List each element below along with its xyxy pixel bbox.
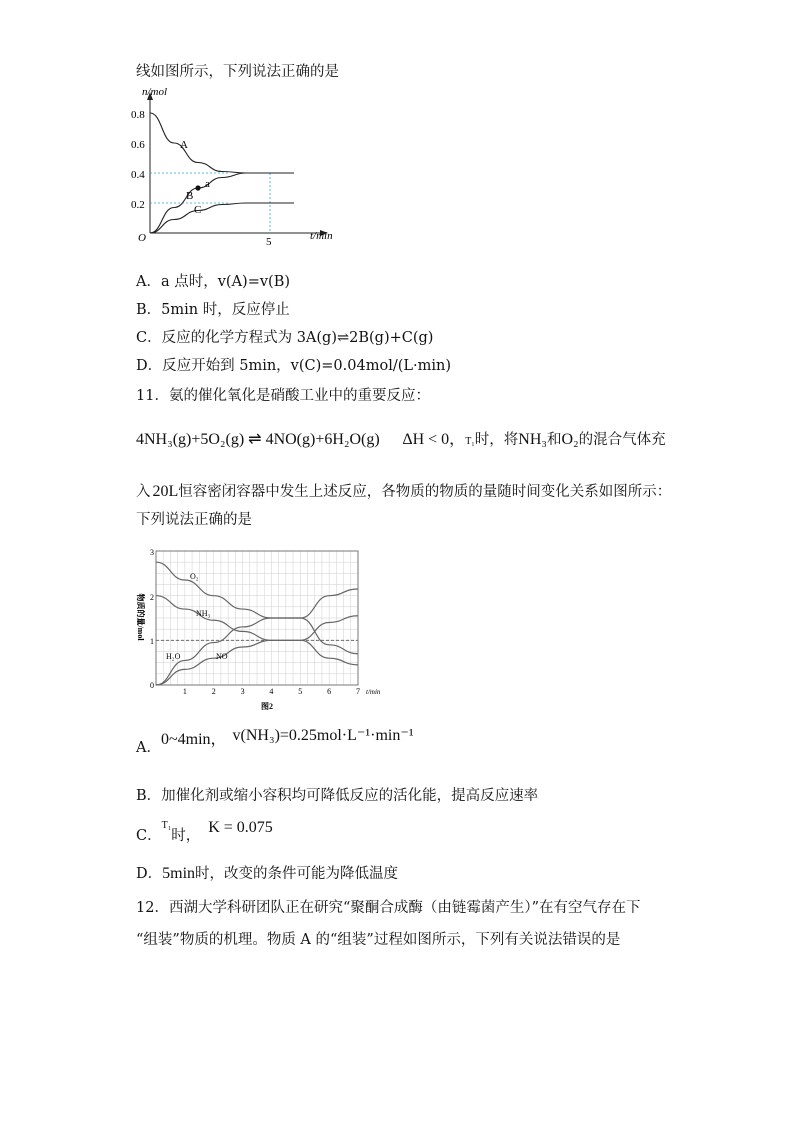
q11-option-c xyxy=(136,819,273,848)
chart-2-xtick-6: 6 xyxy=(327,687,332,696)
chart-2-label-nh3: NH₃ xyxy=(196,609,211,618)
chart-2 xyxy=(128,545,388,715)
q10-option-a: A．a 点时，v(A)=v(B) xyxy=(136,274,291,290)
chart-2-xtick-5: 5 xyxy=(298,687,303,696)
chart-1-origin: O xyxy=(138,232,146,244)
chart-1-xtick-5: 5 xyxy=(266,236,272,248)
question-11-line3: 下列说法正确的是 xyxy=(136,512,252,528)
chart-2-caption: 图2 xyxy=(261,702,273,711)
q10-option-b: B．5min 时，反应停止 xyxy=(136,302,290,318)
question-11-number: 11． xyxy=(136,388,169,404)
q11-option-a-label: A． xyxy=(136,740,161,756)
question-12-line1: 12．西湖大学科研团队正在研究“聚酮合成酶（由链霉菌产生）”在有空气存在下 xyxy=(136,900,641,916)
q10-option-d: D．反应开始到 5min，v(C)=0.04mol/(L·min) xyxy=(136,358,451,374)
question-11-line2 xyxy=(136,482,671,502)
chart-1-label-B: B xyxy=(186,190,194,202)
chart-2-xlabel: t/min xyxy=(366,688,381,696)
line2-text: 恒容密闭容器中发生上述反应，各物质的物质的量随时间变化关系如图所示： xyxy=(178,484,672,500)
q11-option-c-t1: T₁ xyxy=(161,820,172,831)
chart-2-xtick-3: 3 xyxy=(240,687,245,696)
question-12-line2: “组装”物质的机理。物质 A 的“组装”过程如图所示，下列有关说法错误的是 xyxy=(136,932,621,948)
chart-2-xtick-1: 1 xyxy=(182,687,187,696)
temperature-t1: T₁ xyxy=(465,436,475,447)
into-word: 入 xyxy=(136,484,151,500)
q11-option-c-label: C． xyxy=(136,828,162,844)
q11-option-a-rate: v(NH₃)=0.25mol·L⁻¹·min⁻¹ xyxy=(232,727,414,744)
chart-1-label-C: C xyxy=(194,204,202,216)
chart-2-xtick-4: 4 xyxy=(269,687,274,696)
chart-1-label-A: A xyxy=(180,139,188,151)
chart-1-ytick-0.4: 0.4 xyxy=(131,169,145,181)
q11-option-a-time: 0~4min， xyxy=(160,731,227,748)
chart-1-xlabel: t/min xyxy=(310,230,333,242)
reaction-equation: 4NH₃(g)+5O₂(g) ⇌ 4NO(g)+6H₂O(g) xyxy=(136,431,380,448)
time-word: 时，将 xyxy=(474,432,519,448)
enthalpy-sign: ΔH < 0， xyxy=(402,431,466,448)
chart-2-ytick-2: 2 xyxy=(150,593,154,602)
chart-1-ytick-0.2: 0.2 xyxy=(131,199,145,211)
chart-2-ytick-1: 1 xyxy=(150,637,154,646)
q11-option-c-k: K = 0.075 xyxy=(208,819,273,836)
q11-option-b: B．加催化剂或缩小容积均可降低反应的活化能，提高反应速率 xyxy=(136,788,539,804)
chart-2-xtick-2: 2 xyxy=(211,687,216,696)
chart-2-ytick-0: 0 xyxy=(150,681,154,690)
chart-2-label-h2o: H₂O xyxy=(166,652,181,661)
q11-option-d xyxy=(136,864,398,884)
q11-option-d-label: D． xyxy=(136,866,163,882)
chart-1-ylabel: n/mol xyxy=(142,86,168,98)
nh3-formula: NH₃ xyxy=(518,431,547,448)
chart-1-label-a: a xyxy=(205,178,210,190)
chart-1 xyxy=(130,85,345,250)
chart-1-series-A xyxy=(150,113,294,173)
chart-1-plot xyxy=(150,113,294,233)
q11-option-d-time: 5min xyxy=(162,865,196,882)
question-11-stem xyxy=(136,386,430,406)
mixture-text: 的混合气体充 xyxy=(578,432,666,448)
q10-option-c: C．反应的化学方程式为 3A(g)⇌2B(g)+C(g) xyxy=(136,330,434,346)
chart-1-point-a xyxy=(195,185,200,190)
o2-formula: O₂ xyxy=(561,431,579,448)
chart-2-label-o2: O₂ xyxy=(190,572,199,581)
chart-2-label-no: NO xyxy=(216,652,228,661)
chart-1-ytick-0.8: 0.8 xyxy=(131,109,145,121)
chart-2-xtick-7: 7 xyxy=(356,687,360,696)
question-11-text: 氨的催化氧化是硝酸工业中的重要反应： xyxy=(168,388,430,404)
question-11-equation-line xyxy=(136,430,666,452)
q11-option-a xyxy=(136,727,414,758)
chart-2-ytick-3: 3 xyxy=(150,548,154,557)
volume-value: 20L xyxy=(152,483,179,500)
q11-option-d-text: 时，改变的条件可能为降低温度 xyxy=(195,866,399,882)
chart-1-ytick-0.6: 0.6 xyxy=(131,139,145,151)
chart-2-ylabel: 物质的量/mol xyxy=(136,593,145,641)
question-10-stem: 线如图所示，下列说法正确的是 xyxy=(136,64,339,80)
q11-option-c-time: 时， xyxy=(171,828,201,844)
and-word: 和 xyxy=(546,432,562,448)
